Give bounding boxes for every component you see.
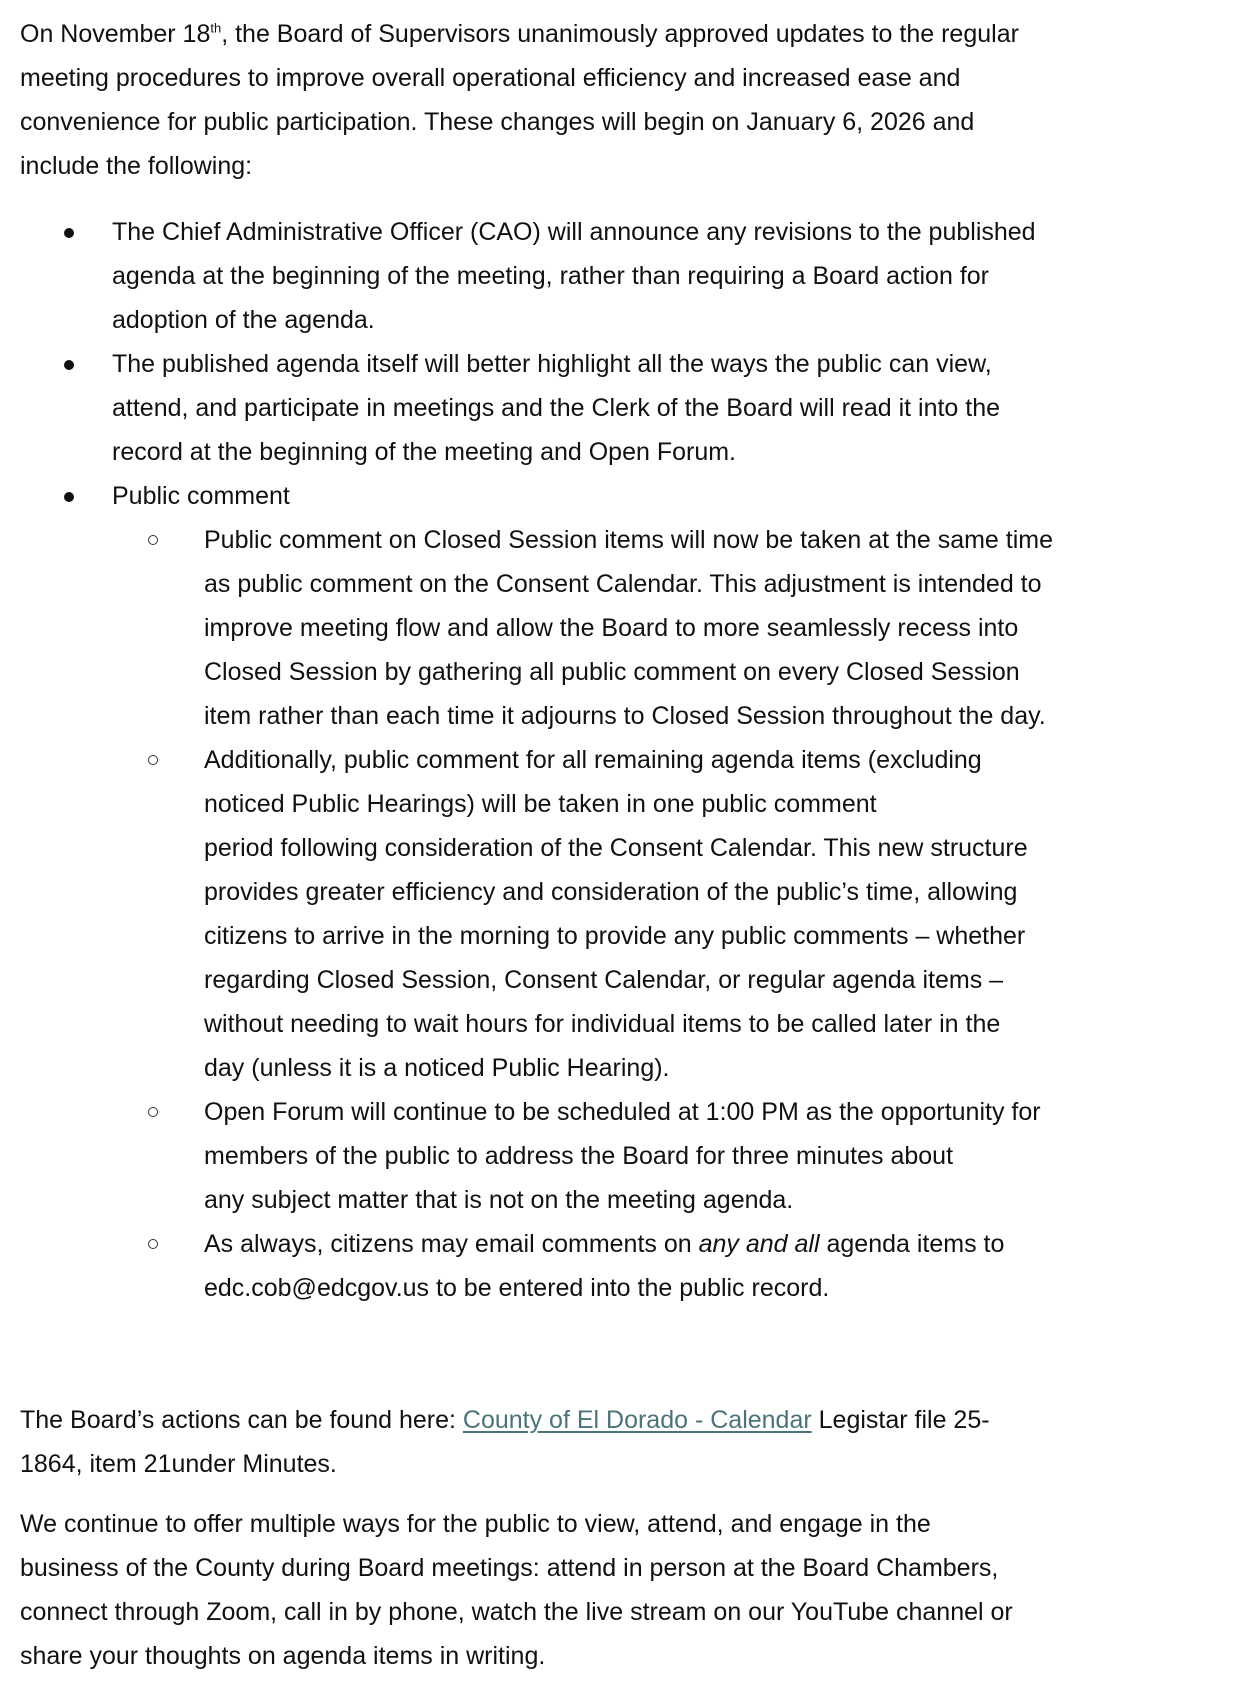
- board-actions-paragraph: The Board’s actions can be found here: County of El Dorado - Calendar Legistar file 25- 1864, item 21under Minutes.: [20, 1406, 990, 1478]
- list-item-heading: Public comment: [112, 482, 290, 510]
- ordinal-suffix: th: [210, 20, 222, 36]
- hollow-bullet-icon: [148, 755, 158, 765]
- emphasis-text: any and all: [698, 1230, 820, 1258]
- email-line: edc.cob@edcgov.us to be entered into the public record.: [204, 1274, 830, 1302]
- list-item-cao-revisions: The Chief Administrative Officer (CAO) will announce any revisions to the published agenda at the beginning of the meeting, rather than requiring a Board action for adoption of the agenda.: [20, 210, 1237, 342]
- intro-line: On November 18th, the Board of Supervisors unanimously approved updates to the regular: [20, 20, 1019, 48]
- public-comment-sublist: [112, 518, 1237, 1310]
- hollow-bullet-icon: [148, 535, 158, 545]
- calendar-link[interactable]: County of El Dorado - Calendar: [462, 1406, 812, 1434]
- intro-paragraph: [20, 12, 1220, 188]
- hollow-bullet-icon: [148, 1107, 158, 1117]
- spacer: [20, 1310, 1235, 1398]
- bullet-icon: [64, 492, 74, 502]
- sublist-item-closed-session: Public comment on Closed Session items will now be taken at the same time as public comment on the Consent Calendar. This adjustment is intended to improve meeting flow and allow the Board to more seamlessly recess into Closed Session by gathering all public comment on every Closed Session item rather than each time it adjourns to Closed Session throughout the day.: [110, 518, 1244, 738]
- intro-line: meeting procedures to improve overall operational efficiency and increased ease and: [20, 64, 961, 92]
- bullet-icon: [64, 228, 74, 238]
- sublist-item-open-forum: Open Forum will continue to be scheduled at 1:00 PM as the opportunity for members of the public to address the Board for three minutes about any subject matter that is not on the meeting agenda.: [110, 1090, 1244, 1222]
- intro-line: include the following:: [20, 152, 253, 180]
- document-page: [20, 12, 1235, 1678]
- intro-line: convenience for public participation. These changes will begin on January 6, 2026 and: [20, 108, 975, 136]
- changes-list: [20, 210, 1235, 1310]
- list-item-published-agenda: The published agenda itself will better highlight all the ways the public can view, attend, and participate in meetings and the Clerk of the Board will read it into the record at the beginning of the meeting and Open Forum.: [20, 342, 1237, 474]
- bullet-icon: [64, 360, 74, 370]
- sublist-item-email-comments: As always, citizens may email comments on any and all agenda items to edc.cob@edcgov.us to be entered into the public record.: [110, 1222, 1244, 1310]
- list-item-public-comment: [20, 474, 1237, 1310]
- closing-paragraph: We continue to offer multiple ways for the public to view, attend, and engage in the business of the County during Board meetings: attend in person at the Board Chambers, connect through Zoom, call in by phone, watch the live stream on our YouTube channel or share your thoughts on agenda items in writing.: [20, 1510, 1013, 1670]
- hollow-bullet-icon: [148, 1239, 158, 1249]
- sublist-item-remaining-items: Additionally, public comment for all remaining agenda items (excluding noticed Public Hearings) will be taken in one public comment period following consideration of the Consent Calendar. This new structure provides greater efficiency and consideration of the public’s time, allowing citizens to arrive in the morning to provide any public comments – whether regarding Closed Session, Consent Calendar, or regular agenda items – without needing to wait hours for individual items to be called later in the day (unless it is a noticed Public Hearing).: [110, 738, 1244, 1090]
